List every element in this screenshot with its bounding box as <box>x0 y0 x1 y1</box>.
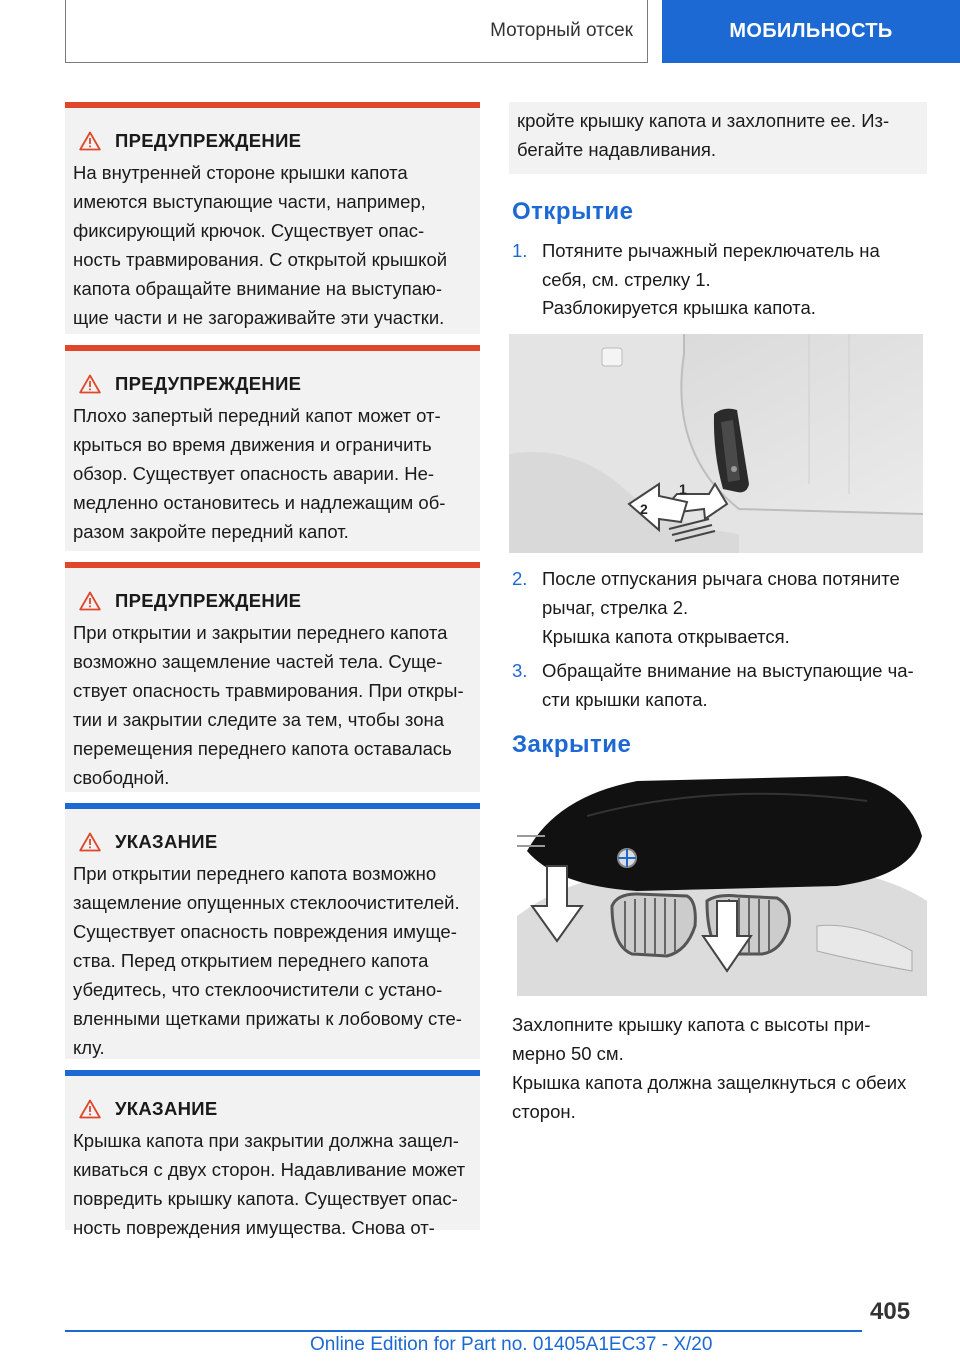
notice-box-2 <box>65 1070 480 1238</box>
text-line: Крышка капота должна защелкнуться с обеих <box>512 1072 907 1093</box>
text-line: обзор. Существует опасность аварии. Не- <box>73 463 435 484</box>
section-title: МОБИЛЬНОСТЬ <box>729 20 893 42</box>
warning-triangle-icon <box>79 374 101 394</box>
text-line: фиксирующий крючок. Существует опас- <box>73 220 425 241</box>
notice-header <box>79 831 474 853</box>
step-number: 3. <box>512 660 528 681</box>
text-line: возможно защемление частей тела. Суще- <box>73 651 443 672</box>
warning-title: ПРЕДУПРЕЖДЕНИЕ <box>115 373 302 394</box>
text-line: бегайте надавливания. <box>517 139 717 160</box>
step-2 <box>512 564 927 622</box>
text-line: Обращайте внимание на выступающие ча- <box>542 660 914 681</box>
step-1-result: Разблокируется крышка капота. <box>542 297 816 318</box>
text-line: сторон. <box>512 1101 576 1122</box>
text-line: ность повреждения имущества. Снова от- <box>73 1217 435 1238</box>
text-line: щие части и не загораживайте эти участки. <box>73 307 445 328</box>
text-line: капота обращайте внимание на выступаю- <box>73 278 443 299</box>
warning-title: ПРЕДУПРЕЖДЕНИЕ <box>115 590 302 611</box>
closing-paragraph-1 <box>512 1010 927 1068</box>
text-line: При открытии переднего капота возможно <box>73 863 437 884</box>
warning-header <box>79 373 474 395</box>
section-tab[interactable] <box>662 0 960 63</box>
step-2-result: Крышка капота открывается. <box>542 626 790 647</box>
text-line: перемещения переднего капота оставалась <box>73 738 452 759</box>
chapter-title: Моторный отсек <box>490 20 633 41</box>
text-line: убедитесь, что стеклоочистители с устано- <box>73 979 443 1000</box>
heading-closing: Закрытие <box>512 731 632 758</box>
hood-closing-image <box>517 776 927 996</box>
text-line: повредить крышку капота. Существует опас- <box>73 1188 458 1209</box>
text-line: рычаг, стрелка 2. <box>542 597 689 618</box>
text-line: крыться во время движения и ограничить <box>73 434 432 455</box>
text-line: На внутренней стороне крышки капота <box>73 162 408 183</box>
warning-triangle-icon <box>79 832 101 852</box>
notice-text <box>73 859 474 1062</box>
text-line: вленными щетками прижаты к лобовому сте- <box>73 1008 462 1029</box>
step-number: 1. <box>512 240 528 261</box>
text-line: себя, см. стрелку 1. <box>542 269 711 290</box>
page-number: 405 <box>870 1298 911 1325</box>
text-line: При открытии и закрытии переднего капота <box>73 622 448 643</box>
text-line: Существует опасность повреждения имуще- <box>73 921 457 942</box>
text-line: разом закройте передний капот. <box>73 521 349 542</box>
notice-text <box>73 1126 474 1242</box>
step-number: 2. <box>512 568 528 589</box>
text-line: ность травмирования. С открытой крышкой <box>73 249 448 270</box>
warning-triangle-icon <box>79 591 101 611</box>
step-3 <box>512 656 927 714</box>
warning-triangle-icon <box>79 131 101 151</box>
text-line: Крышка капота при закрытии должна защел- <box>73 1130 459 1151</box>
warning-text <box>73 158 474 332</box>
warning-text <box>73 618 474 792</box>
notice-title: УКАЗАНИЕ <box>115 831 218 852</box>
closing-paragraph-2 <box>512 1068 927 1126</box>
warning-triangle-icon <box>79 1099 101 1119</box>
text-line: имеются выступающие части, например, <box>73 191 426 212</box>
notice-header <box>79 1098 474 1120</box>
text-line: защемление опущенных стеклоочистителей. <box>73 892 460 913</box>
warning-header <box>79 590 474 612</box>
notice-continuation <box>509 102 927 174</box>
text-line: Потяните рычажный переключатель на <box>542 240 880 261</box>
footer-divider <box>65 1330 862 1332</box>
hood-release-lever-image <box>509 334 923 553</box>
text-line: свободной. <box>73 767 170 788</box>
warning-text <box>73 401 474 546</box>
step-1 <box>512 236 927 294</box>
text-line: тии и закрытии следите за тем, чтобы зона <box>73 709 444 730</box>
warning-box-2 <box>65 345 480 551</box>
text-line: клу. <box>73 1037 105 1058</box>
text-line: медленно остановитесь и надлежащим об- <box>73 492 446 513</box>
text-line: ства. Перед открытием переднего капота <box>73 950 429 971</box>
chapter-tab[interactable] <box>65 0 648 63</box>
arrow-label-2: 2 <box>640 501 648 517</box>
warning-box-1 <box>65 102 480 334</box>
arrow-label-1: 1 <box>679 481 687 497</box>
notice-box-1 <box>65 803 480 1059</box>
text-line: Захлопните крышку капота с высоты при- <box>512 1014 871 1035</box>
warning-title: ПРЕДУПРЕЖДЕНИЕ <box>115 130 302 151</box>
text-line: кройте крышку капота и захлопните ее. Из- <box>517 110 890 131</box>
text-line: Плохо запертый передний капот может от- <box>73 405 441 426</box>
footer-edition-link[interactable]: Online Edition for Part no. 01405A1EC37 - X/20 <box>310 1334 713 1355</box>
text-line: ствует опасность травмирования. При откры- <box>73 680 464 701</box>
notice-title: УКАЗАНИЕ <box>115 1098 218 1119</box>
warning-box-3 <box>65 562 480 792</box>
text-line: сти крышки капота. <box>542 689 708 710</box>
text-line: мерно 50 см. <box>512 1043 624 1064</box>
heading-opening: Открытие <box>512 198 634 225</box>
text-line: киваться с двух сторон. Надавливание может <box>73 1159 466 1180</box>
text-line: После отпускания рычага снова потяните <box>542 568 900 589</box>
warning-header <box>79 130 474 152</box>
